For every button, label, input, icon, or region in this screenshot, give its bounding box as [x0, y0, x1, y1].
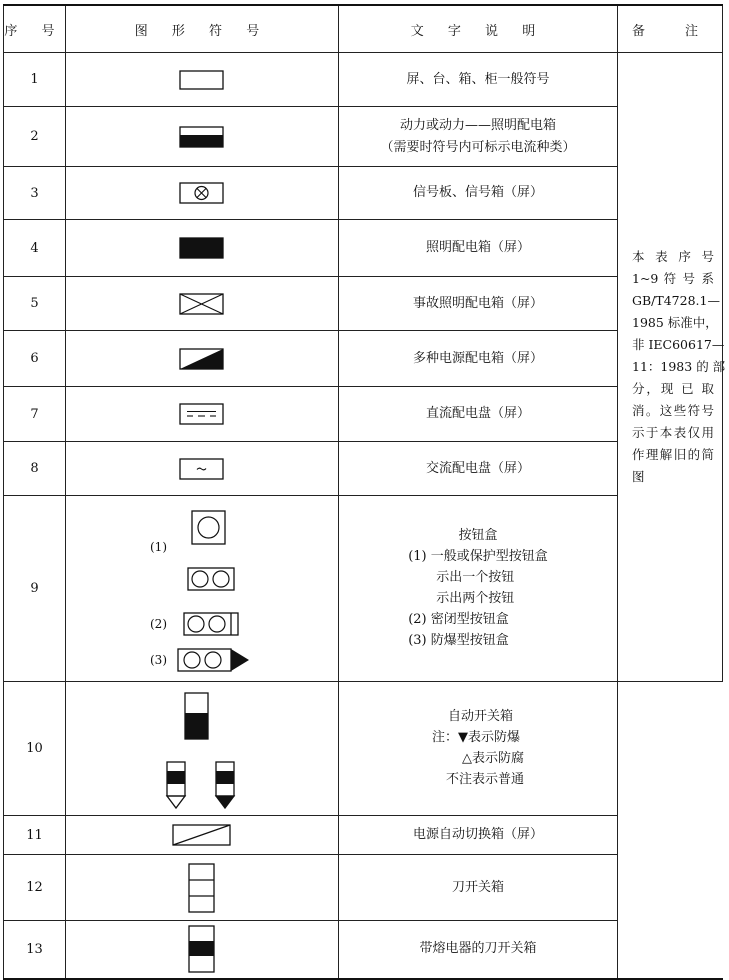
symbol-cell — [66, 107, 339, 167]
row-desc — [339, 496, 618, 682]
note-line: GB/T4728.1— — [632, 293, 720, 308]
row-desc: 信号板、信号箱（屏） — [339, 167, 618, 220]
row-num: 3 — [4, 167, 66, 220]
fused-knife-switch-box-icon — [187, 924, 217, 974]
row-num: 5 — [4, 277, 66, 331]
table-row — [4, 921, 723, 979]
row-num: 4 — [4, 220, 66, 277]
row-desc: 多种电源配电箱（屏） — [339, 331, 618, 387]
symbol-cell — [66, 682, 339, 816]
symbol-cell — [66, 220, 339, 277]
desc-line: 示出两个按钮 — [436, 591, 515, 606]
note-line: 非 IEC60617— — [632, 337, 725, 352]
table-row — [4, 331, 723, 387]
symbol-cell — [66, 331, 339, 387]
table-row — [4, 387, 723, 442]
note-line: 作理解旧的简 — [632, 447, 714, 462]
note-line: 1~9 符 号 系 — [632, 271, 714, 286]
row-desc: 刀开关箱 — [339, 855, 618, 921]
table-row — [4, 167, 723, 220]
table-row — [4, 855, 723, 921]
header-num: 序 号 — [4, 5, 66, 53]
row-desc: 照明配电箱（屏） — [339, 220, 618, 277]
row-desc: 直流配电盘（屏） — [339, 387, 618, 442]
row-desc: 电源自动切换箱（屏） — [339, 816, 618, 855]
desc-line: 注：▼表示防爆 — [431, 730, 520, 745]
auto-switch-box-symbols — [66, 683, 339, 815]
dc-panel-icon — [179, 402, 225, 426]
auto-transfer-box-icon — [171, 822, 233, 848]
row-num: 8 — [4, 442, 66, 496]
sealed-button-box-icon — [184, 613, 238, 635]
multi-power-box-icon — [179, 347, 225, 371]
row-num: 2 — [4, 107, 66, 167]
row-num: 1 — [4, 53, 66, 107]
header-note: 备 注 — [618, 5, 723, 53]
row-desc: 事故照明配电箱（屏） — [339, 277, 618, 331]
button-box-single-icon — [192, 511, 225, 544]
note-line: 示于本表仅用 — [632, 425, 714, 440]
row-num: 11 — [4, 816, 66, 855]
label-3: (3) — [150, 652, 167, 667]
note-line: 图 — [632, 469, 645, 484]
symbol-cell — [66, 816, 339, 855]
knife-switch-box-icon — [187, 862, 217, 914]
table-row — [4, 496, 723, 682]
button-box-double-icon — [188, 568, 234, 590]
desc-line: (3) 防爆型按钮盒 — [408, 633, 509, 648]
row-num: 6 — [4, 331, 66, 387]
table-row — [4, 220, 723, 277]
ac-panel-icon — [179, 457, 225, 481]
note-line: 本 表 序 号 — [632, 249, 714, 264]
row-desc — [339, 682, 618, 816]
symbol-cell — [66, 855, 339, 921]
row-num: 10 — [4, 682, 66, 816]
symbol-cell — [66, 53, 339, 107]
desc-line: (1) 一般或保护型按钮盒 — [408, 549, 548, 564]
table-header — [4, 5, 723, 53]
table-row — [4, 442, 723, 496]
emergency-lighting-box-icon — [179, 292, 225, 316]
table-row — [4, 682, 723, 816]
desc-line: △表示防腐 — [461, 751, 524, 766]
label-1: (1) — [150, 539, 167, 554]
symbol-cell — [66, 277, 339, 331]
desc-line: 动力或动力——照明配电箱 — [399, 117, 556, 133]
header-desc: 文 字 说 明 — [339, 5, 618, 53]
header-symbol: 图 形 符 号 — [66, 5, 339, 53]
row-num: 7 — [4, 387, 66, 442]
signal-board-icon — [179, 181, 225, 205]
desc-line: 示出一个按钮 — [436, 570, 515, 585]
symbol-cell — [66, 167, 339, 220]
label-2: (2) — [150, 616, 167, 631]
row-desc — [339, 107, 618, 167]
note-line: 消。这些符号 — [632, 403, 714, 418]
desc-line: 按钮盒 — [458, 528, 498, 543]
panel-general-symbol-icon — [179, 69, 225, 91]
note-line: 11：1983 的 部 — [632, 359, 726, 374]
symbol-table — [3, 4, 726, 980]
note-line: 分，现 已 取 — [632, 381, 714, 396]
table-row — [4, 53, 723, 107]
row-desc: 交流配电盘（屏） — [339, 442, 618, 496]
power-distribution-box-icon — [179, 125, 225, 149]
note-line: 1985 标准中， — [632, 315, 718, 330]
row-desc: 带熔电器的刀开关箱 — [339, 921, 618, 979]
row-num: 12 — [4, 855, 66, 921]
desc-line: (2) 密闭型按钮盒 — [408, 612, 509, 627]
symbol-cell — [66, 442, 339, 496]
symbol-cell — [66, 387, 339, 442]
table-row — [4, 107, 723, 167]
desc-line: （需要时符号内可标示电流种类） — [380, 139, 576, 155]
table-row — [4, 816, 723, 855]
button-box-symbols — [66, 497, 339, 681]
lighting-distribution-box-icon — [179, 236, 225, 260]
row-num: 13 — [4, 921, 66, 979]
symbol-cell — [66, 496, 339, 682]
desc-line: 自动开关箱 — [447, 709, 513, 724]
table-row — [4, 277, 723, 331]
note-cell — [618, 53, 726, 682]
row-desc: 屏、台、箱、柜一般符号 — [339, 53, 618, 107]
row-num: 9 — [4, 496, 66, 682]
symbol-cell — [66, 921, 339, 979]
desc-line: 不注表示普通 — [445, 772, 524, 787]
